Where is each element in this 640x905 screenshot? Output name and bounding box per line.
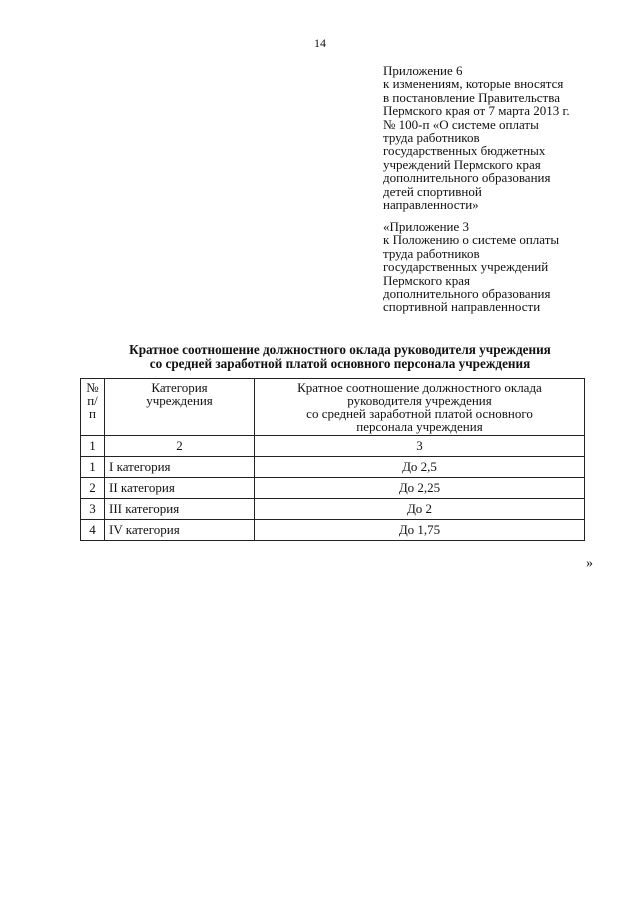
annex-6-line: дополнительного образования	[383, 170, 551, 186]
table-row	[81, 457, 585, 478]
table-title	[60, 343, 620, 371]
ratio-table	[80, 378, 585, 541]
annex-6-line: государственных бюджетных	[383, 143, 546, 159]
annex-6-line: к изменениям, которые вносятся	[383, 76, 564, 92]
row-category: I категория	[105, 457, 255, 478]
annex-3-line: «Приложение 3	[383, 219, 470, 234]
table-row	[81, 520, 585, 541]
header-category: Категория учреждения	[105, 379, 255, 436]
table-row	[81, 499, 585, 520]
row-number: 3	[81, 499, 105, 520]
annex-6-line: в постановление Правительства	[383, 89, 560, 105]
annex-3-line: государственных учреждений	[383, 259, 549, 275]
table-title-line: Кратное соотношение должностного оклада руководителя учреждения	[129, 342, 551, 357]
annex-6-header	[383, 64, 608, 211]
column-numbering-row	[81, 436, 585, 457]
annex-6-line: Пермского края от 7 марта 2013 г.	[383, 103, 570, 119]
column-number: 3	[255, 436, 585, 457]
header-ratio: Кратное соотношение должностного оклада руководителя учреждения со средней заработной платой основного персонала учреждения	[255, 379, 585, 436]
row-number: 2	[81, 478, 105, 499]
page-number: 14	[314, 36, 326, 50]
annex-6-line: направленности»	[383, 197, 479, 213]
row-ratio: До 2,5	[255, 457, 585, 478]
annex-6-line: учреждений Пермского края	[383, 156, 541, 172]
row-ratio: До 2,25	[255, 478, 585, 499]
table-header-row	[81, 379, 585, 436]
row-category: II категория	[105, 478, 255, 499]
annex-6-line: труда работников	[383, 130, 480, 146]
annex-3-line: дополнительного образования	[383, 286, 551, 302]
row-ratio: До 2	[255, 499, 585, 520]
column-number: 1	[81, 436, 105, 457]
annex-6-line: № 100-п «О системе оплаты	[383, 116, 539, 132]
header-number: № п/п	[81, 379, 105, 436]
table-title-line: со средней заработной платой основного персонала учреждения	[149, 356, 531, 371]
annex-3-line: спортивной направленности	[383, 299, 541, 315]
annex-3-line: труда работников	[383, 245, 480, 261]
annex-6-line: Приложение 6	[383, 63, 463, 78]
row-category: IV категория	[105, 520, 255, 541]
annex-3-line: Пермского края	[383, 272, 470, 288]
annex-3-header	[383, 220, 608, 314]
row-number: 1	[81, 457, 105, 478]
column-number: 2	[105, 436, 255, 457]
table-row	[81, 478, 585, 499]
annex-3-line: к Положению о системе оплаты	[383, 232, 560, 248]
row-number: 4	[81, 520, 105, 541]
row-category: III категория	[105, 499, 255, 520]
row-ratio: До 1,75	[255, 520, 585, 541]
annex-6-line: детей спортивной	[383, 183, 482, 199]
closing-quote: »	[586, 556, 593, 571]
